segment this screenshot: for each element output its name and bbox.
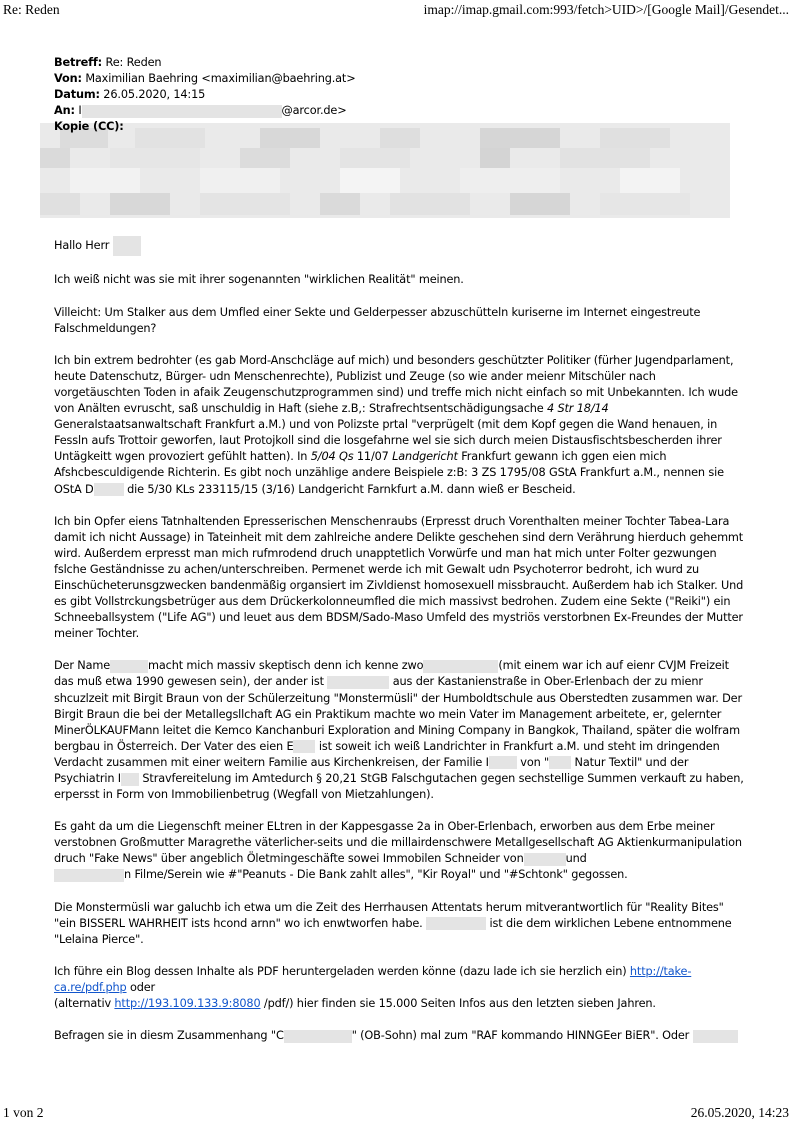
paragraph-9: Befragen sie in diesm Zusammenhang "C " (OB-Sohn) mal zum "RAF kommando HINNGEer BiER". Oder <box>54 1028 744 1044</box>
subject-value: Re: Reden <box>105 56 162 69</box>
blog-pdf-link[interactable]: http://take-ca.re/pdf.php <box>54 964 692 994</box>
paragraph-2: Villeicht: Um Stalker aus dem Umfled einer Sekte und Gelderpesser abzuschütteln kuriserne im Internet eingestreute Falschmeldungen? <box>54 305 701 335</box>
paragraph-7: Die Monstermüsli war galuchb ich etwa um die Zeit des Herrhausen Attentats herum mitverantwortlich für "Reality Bites" "ein BISSERL WAHRHEIT ists hcond arnn" wo ich enwtworfen habe. ist die dem wirklichen Lebene entnommene "Lelaina Pierce". <box>54 900 732 946</box>
from-label: Von: <box>54 72 82 86</box>
alternative-ip-link[interactable]: http://193.109.133.9:8080 <box>114 997 261 1011</box>
page-number: 1 von 2 <box>3 1105 44 1120</box>
paragraph-3: Ich bin extrem bedrohter (es gab Mord-Anschcläge auf mich) und besonders geschützter Politiker (fürher Jugendparlament, heute Datenschutz, Bürger- udn Menschenrechte), Publizist und Zeuge (so wie ander meienr Mitschüler nach vorgetäuschten Toden in afaik Zeugenschutzprogrammen sind) und treffe mich nicht einfach so mit Unbekannten. Ich wude von Anälten evruscht, saß unschuldig in Haft (siehe z.B,: Strafrechtsentschädigungsache 4 Str 18/14 Generalstaatsanwaltschaft Frankfurt a.M.) und von Polizste prtal "verprügelt (mit dem Kopf gegen die Wand henauen, in Fessln aufs Trottoir geworfen, laut Protojkoll sind die losgefahrne wel sie sich durch meien Distausfischtsbescherden ihrer Untägkeitt wgen provoziert gefühlt hatten). In 5/04 Qs 11/07 Landgericht Frankfurt gewann ich ggen eien mich Afshcbesculdigende Richterin. Es gibt noch unzählige andere Beispiele z:B: 3 ZS 1795/08 GStA Frankfurt a.M., nennen sie OStA D die 5/30 KLs 233115/15 (3/16) Landgericht Farnkfurt a.M. dann wieß er Bescheid. <box>54 353 738 496</box>
to-row <box>54 103 744 119</box>
cc-row <box>54 119 744 135</box>
print-timestamp: 26.05.2020, 14:23 <box>690 1105 789 1120</box>
paragraph-5: Der Name macht mich massiv skeptisch denn ich kenne zwo (mit einem war ich auf eienr CVJM Freizeit das muß etwa 1990 gewesen sein), der ander ist aus der Kastanienstraße in Ober-Erlenbach der zu mienr shcuzlzeit mit Birgit Braun von der Schülerzeitung "Monstermüsli" der Humboldtschule aus Oberstedten zusammen war. Der Birgit Braun die bei der Metallegsllchaft AG ein Praktikum machte wo mein Vater im Management arbeitete, er, gelernter MinerÖLKAUFMann leitet die Kemco Kanchanburi Exploration and Mining Company in Bangkok, Thailand, später die wolfram bergbau in Österreich. Der Vater des eien E ist soweit ich weiß Landrichter in Frankfurt a.M. und steht im dringenden Verdacht zusammen mit einer weitern Familie aus Kirchenkreisen, der Familie I von " Natur Textil" und der Psychiatrin I Stravfereitelung im Amtedurch § 20,21 StGB Falschgutachen gegen sechstellige Summen verkauft zu haben, erpersst in Form von Immobilienbetrug (Wegfall von Mietzahlungen). <box>54 659 744 802</box>
redaction <box>426 917 486 930</box>
redaction <box>54 869 124 882</box>
redaction <box>113 236 141 256</box>
paragraph-8: Ich führe ein Blog dessen Inhalte als PDF heruntergeladen werden könne (dazu lade ich sie herzlich ein) http://take-ca.re/pdf.php oder (alternativ http://193.109.133.9:8080 /pdf/) hier finden sie 15.000 Seiten Infos aus den letzten sieben Jahren. <box>54 964 692 1011</box>
redaction <box>693 1030 738 1043</box>
email-headers <box>54 55 744 135</box>
page-header-url: imap://imap.gmail.com:993/fetch>UID>/[Google Mail]/Gesendet... <box>423 2 789 17</box>
cc-label: Kopie (CC): <box>54 120 124 134</box>
paragraph-4: Ich bin Opfer eiens Tatnhaltenden Epresserischen Menschenraubs (Erpresst druch Vorenthalten meiner Tochter Tabea-Lara damit ich nicht Aussage) in Tateinheit mit dem zahlreiche andere Delikte geschehen sind dern Verährung hierduch gehemmt wird. Außerdem erpresst man mich rufmrodend druch unapptetlich Vorwürfe und man hat mich unter Folter gezwungen fslche Geständnisse zu achen/unterschreiben. Permenet werde ich mit Gewalt udn Psychoterror bedroht, ich wurd zu Einschücheterunsgzwecken bandenmäßig organsiert im Zivldienst homosexuell missbraucht. Außerdem hab ich Stalker. Und es gibt Vollstrckungsbetrüger aus dem Drückerkolonneumfled die mich massivst bedrohen. Zudem eine Sekte ("Reiki") ein Schneeballsystem ("Life AG") und leuet aus dem BDSM/Sado-Maso Umfeld des mystriös verstorbnen Ex-Freundes der Mutter meiner Tochter. <box>54 514 744 641</box>
to-label: An: <box>54 104 75 118</box>
subject-row <box>54 55 744 71</box>
redaction <box>293 740 315 753</box>
date-row <box>54 87 744 103</box>
from-value: Maximilian Baehring <maximilian@baehring.at> <box>85 72 356 86</box>
redaction <box>110 660 148 673</box>
from-row <box>54 71 744 87</box>
redaction <box>284 1030 352 1043</box>
redaction <box>549 756 571 769</box>
subject-label: Betreff: <box>54 56 103 69</box>
date-value: 26.05.2020, 14:15 <box>103 88 206 102</box>
page-header-title: Re: Reden <box>3 2 60 17</box>
redaction <box>121 773 139 786</box>
paragraph-1: Ich weiß nicht was sie mit ihrer sogenannten "wirklichen Realität" meinen. <box>54 273 464 287</box>
redaction <box>524 853 566 866</box>
redaction <box>82 105 282 118</box>
redaction <box>423 660 498 673</box>
to-suffix: @arcor.de> <box>281 104 347 118</box>
greeting: Hallo Herr <box>54 236 744 256</box>
redaction <box>489 756 517 769</box>
paragraph-6: Es gaht da um die Liegenschft meiner ELtren in der Kappesgasse 2a in Ober-Erlenbach, erworben aus dem Erbe meiner verstobnen Großmutter Maragrethe väterlicher-seits und die millairdenschwere Metallgesellschaft AG Aktienkurmanipulation druch "Fake News" über angeblich Öletmingeschäfte sowei Immobilen Schneider von und n Filme/Serein wie #"Peanuts - Die Bank zahlt alles", "Kir Royal" und "#Schtonk" gegossen. <box>54 820 742 882</box>
email-content <box>54 55 744 1060</box>
redaction <box>94 483 124 496</box>
to-value: I @arcor.de> <box>78 104 347 118</box>
redaction <box>327 676 389 689</box>
date-label: Datum: <box>54 88 100 102</box>
